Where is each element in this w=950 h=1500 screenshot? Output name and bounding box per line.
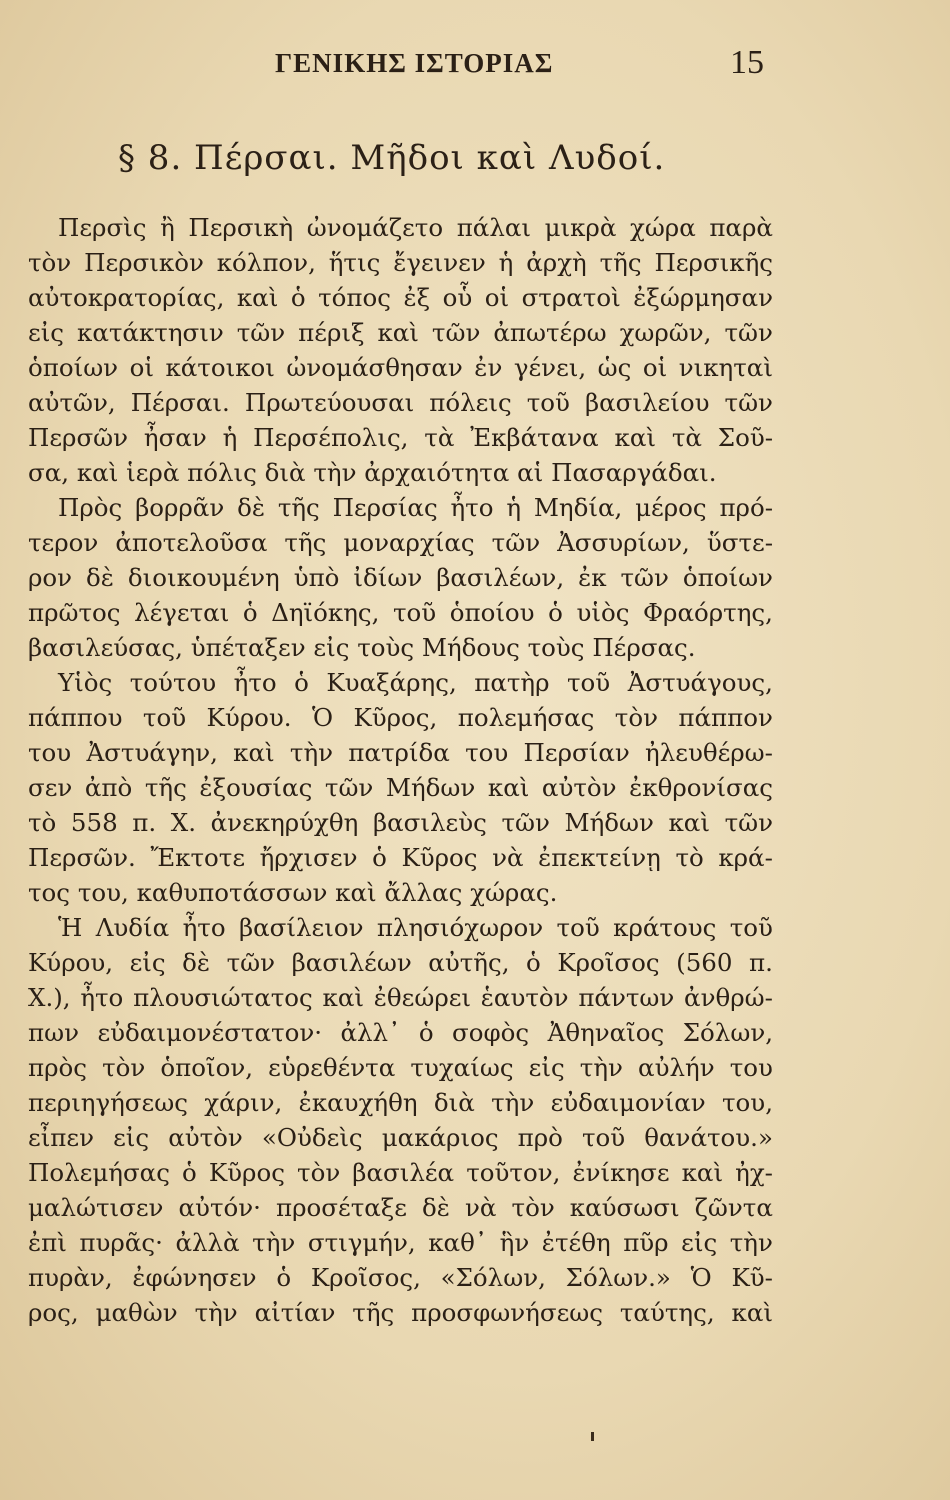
text-line: πρὸς τὸν ὁποῖον, εὑρεθέντα τυχαίως εἰς τὴν αὐλήν του xyxy=(28,1053,773,1082)
text-line: πων εὐδαιμονέστατον· ἀλλ᾽ ὁ σοφὸς Ἀθηναῖος Σόλων, xyxy=(28,1018,773,1047)
text-line: πάππου τοῦ Κύρου. Ὁ Κῦρος, πολεμήσας τὸν πάππον xyxy=(28,703,773,732)
text-line: Χ.), ἦτο πλουσιώτατος καὶ ἐθεώρει ἑαυτὸν πάντων ἀνθρώ- xyxy=(28,983,773,1012)
text-line: εἰς κατάκτησιν τῶν πέριξ καὶ τῶν ἀπωτέρω χωρῶν, τῶν xyxy=(28,318,773,347)
text-line: του Ἀστυάγην, καὶ τὴν πατρίδα του Περσίαν ἠλευθέρω- xyxy=(28,738,773,767)
text-line: Κύρου, εἰς δὲ τῶν βασιλέων αὐτῆς, ὁ Κροῖσος (560 π. xyxy=(28,948,773,977)
print-mark xyxy=(591,1432,594,1441)
text-line: Πρὸς βορρᾶν δὲ τῆς Περσίας ἦτο ἡ Μηδία, μέρος πρό- xyxy=(58,493,773,522)
text-line: αὐτῶν, Πέρσαι. Πρωτεύουσαι πόλεις τοῦ βασιλείου τῶν xyxy=(28,388,773,417)
running-title: ΓΕΝΙΚΗΣ ΙΣΤΟΡΙΑΣ xyxy=(275,48,554,78)
page-header xyxy=(0,44,950,88)
text-line: ρος, μαθὼν τὴν αἰτίαν τῆς προσφωνήσεως ταύτης, καὶ xyxy=(28,1298,773,1327)
section-heading: § 8. Πέρσαι. Μῆδοι καὶ Λυδοί. xyxy=(118,138,666,178)
text-line: Περσὶς ἢ Περσικὴ ὠνομάζετο πάλαι μικρὰ χώρα παρὰ xyxy=(58,213,773,242)
text-line: εἶπεν εἰς αὐτὸν «Οὐδεὶς μακάριος πρὸ τοῦ θανάτου.» xyxy=(28,1123,773,1152)
text-line: Ἡ Λυδία ἦτο βασίλειον πλησιόχωρον τοῦ κράτους τοῦ xyxy=(58,913,773,942)
text-line: Περσῶν ἦσαν ἡ Περσέπολις, τὰ Ἐκβάτανα καὶ τὰ Σοῦ- xyxy=(28,423,773,452)
text-line: πρῶτος λέγεται ὁ Δηϊόκης, τοῦ ὁποίου ὁ υἱὸς Φραόρτης, xyxy=(28,598,773,627)
text-line: μαλώτισεν αὐτόν· προσέταξε δὲ νὰ τὸν καύσωσι ζῶντα xyxy=(28,1193,773,1222)
text-line: πυρὰν, ἐφώνησεν ὁ Κροῖσος, «Σόλων, Σόλων.» Ὁ Κῦ- xyxy=(28,1263,773,1292)
text-line: ὁποίων οἱ κάτοικοι ὠνομάσθησαν ἐν γένει, ὡς οἱ νικηταὶ xyxy=(28,353,773,382)
text-line: σεν ἀπὸ τῆς ἐξουσίας τῶν Μήδων καὶ αὐτὸν ἐκθρονίσας xyxy=(28,773,773,802)
text-line: Περσῶν. Ἔκτοτε ἤρχισεν ὁ Κῦρος νὰ ἐπεκτείνῃ τὸ κρά- xyxy=(28,843,773,872)
text-line: σα, καὶ ἱερὰ πόλις διὰ τὴν ἀρχαιότητα αἱ Πασαργάδαι. xyxy=(28,458,717,487)
text-line: τὸ 558 π. Χ. ἀνεκηρύχθη βασιλεὺς τῶν Μήδων καὶ τῶν xyxy=(28,808,773,837)
text-line: βασιλεύσας, ὑπέταξεν εἰς τοὺς Μήδους τοὺς Πέρσας. xyxy=(28,633,696,662)
text-line: Υἱὸς τούτου ἦτο ὁ Κυαξάρης, πατὴρ τοῦ Ἀστυάγους, xyxy=(58,668,773,697)
text-line: ἐπὶ πυρᾶς· ἀλλὰ τὴν στιγμήν, καθ᾽ ἣν ἐτέθη πῦρ εἰς τὴν xyxy=(28,1228,773,1257)
text-line: Πολεμήσας ὁ Κῦρος τὸν βασιλέα τοῦτον, ἐνίκησε καὶ ἠχ- xyxy=(28,1158,773,1187)
body-text xyxy=(28,210,773,1330)
text-line: τερον ἀποτελοῦσα τῆς μοναρχίας τῶν Ἀσσυρίων, ὕστε- xyxy=(28,528,773,557)
text-line: τὸν Περσικὸν κόλπον, ἥτις ἔγεινεν ἡ ἀρχὴ τῆς Περσικῆς xyxy=(28,248,773,277)
text-line: ρον δὲ διοικουμένη ὑπὸ ἰδίων βασιλέων, ἐκ τῶν ὁποίων xyxy=(28,563,773,592)
page-number: 15 xyxy=(730,44,764,81)
text-line: αὐτοκρατορίας, καὶ ὁ τόπος ἐξ οὗ οἱ στρατοὶ ἐξώρμησαν xyxy=(28,283,773,312)
text-line: περιηγήσεως χάριν, ἐκαυχήθη διὰ τὴν εὐδαιμονίαν του, xyxy=(28,1088,773,1117)
text-line: τος του, καθυποτάσσων καὶ ἄλλας χώρας. xyxy=(28,878,558,907)
